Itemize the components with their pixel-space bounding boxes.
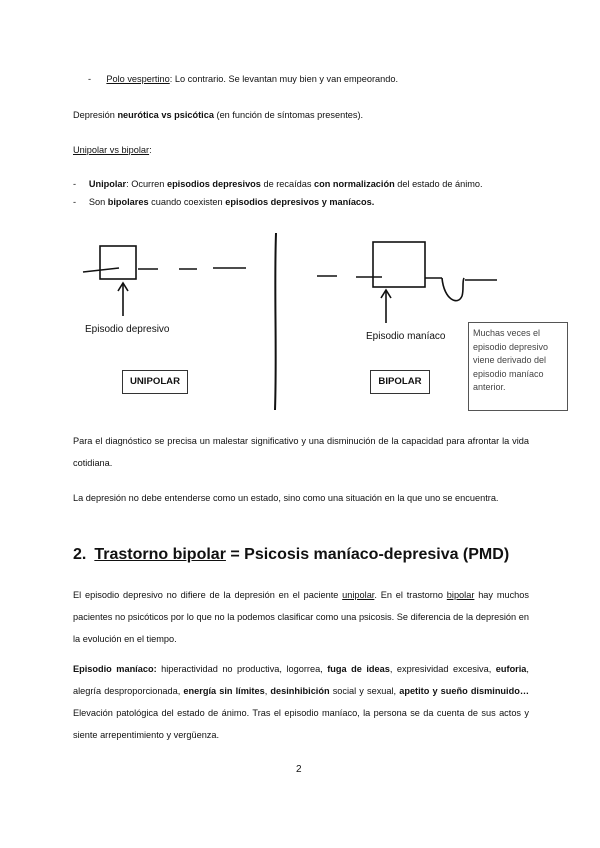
note-box: Muchas veces el episodio depresivo viene derivado del episodio maníaco anterior.: [468, 322, 568, 411]
list-item-bipolar: - Son bipolares cuando coexisten episodios depresivos y maníacos.: [73, 197, 375, 207]
unipolar-sketch: [83, 246, 246, 316]
divider-line: [275, 233, 276, 410]
label-episodio-depresivo: Episodio depresivo: [85, 324, 170, 335]
paragraph-diagnostico: Para el diagnóstico se precisa un malestar significativo y una disminución de la capacidad para afrontar la vida cotidiana.: [73, 436, 529, 468]
section-heading-trastorno-bipolar: 2. Trastorno bipolar = Psicosis maníaco-depresiva (PMD): [73, 546, 510, 563]
bullet-polo-vespertino: - Polo vespertino: Lo contrario. Se levantan muy bien y van empeorando.: [88, 74, 399, 84]
paragraph-estado: La depresión no debe entenderse como un estado, sino como una situación en la que uno se encuentra.: [73, 493, 499, 503]
label-episodio-maniaco: Episodio maníaco: [366, 331, 446, 342]
paragraph-depresion-neurotica: Depresión neurótica vs psicótica (en función de síntomas presentes).: [73, 110, 364, 120]
page-number: 2: [296, 764, 302, 775]
box-bipolar: BIPOLAR: [370, 370, 430, 394]
term-polo-vespertino: Polo vespertino: [106, 74, 170, 84]
bullet-dash: -: [88, 74, 92, 84]
list-item-unipolar: - Unipolar: Ocurren episodios depresivos de recaídas con normalización del estado de ánimo.: [73, 179, 483, 189]
paragraph-episodio-depresivo: El episodio depresivo no difiere de la depresión en el paciente unipolar. En el trastorno bipolar hay muchos pacientes no psicóticos por lo que no la podemos clasificar como una psicosis. Se diferencia de la depresión en la evolución en el tiempo.: [73, 590, 529, 644]
heading-unipolar-vs-bipolar: Unipolar vs bipolar:: [73, 145, 152, 155]
bipolar-sketch: [317, 242, 497, 323]
box-unipolar: UNIPOLAR: [122, 370, 188, 394]
paragraph-episodio-maniaco: Episodio maníaco: hiperactividad no productiva, logorrea, fuga de ideas, expresividad excesiva, euforia, alegría desproporcionada, energía sin límites, desinhibición social y sexual, apetito y sueño disminuido… Elevación patológica del estado de ánimo. Tras el episodio maníaco, la persona se da cuenta de sus actos y siente arrepentimiento y vergüenza.: [73, 664, 530, 740]
